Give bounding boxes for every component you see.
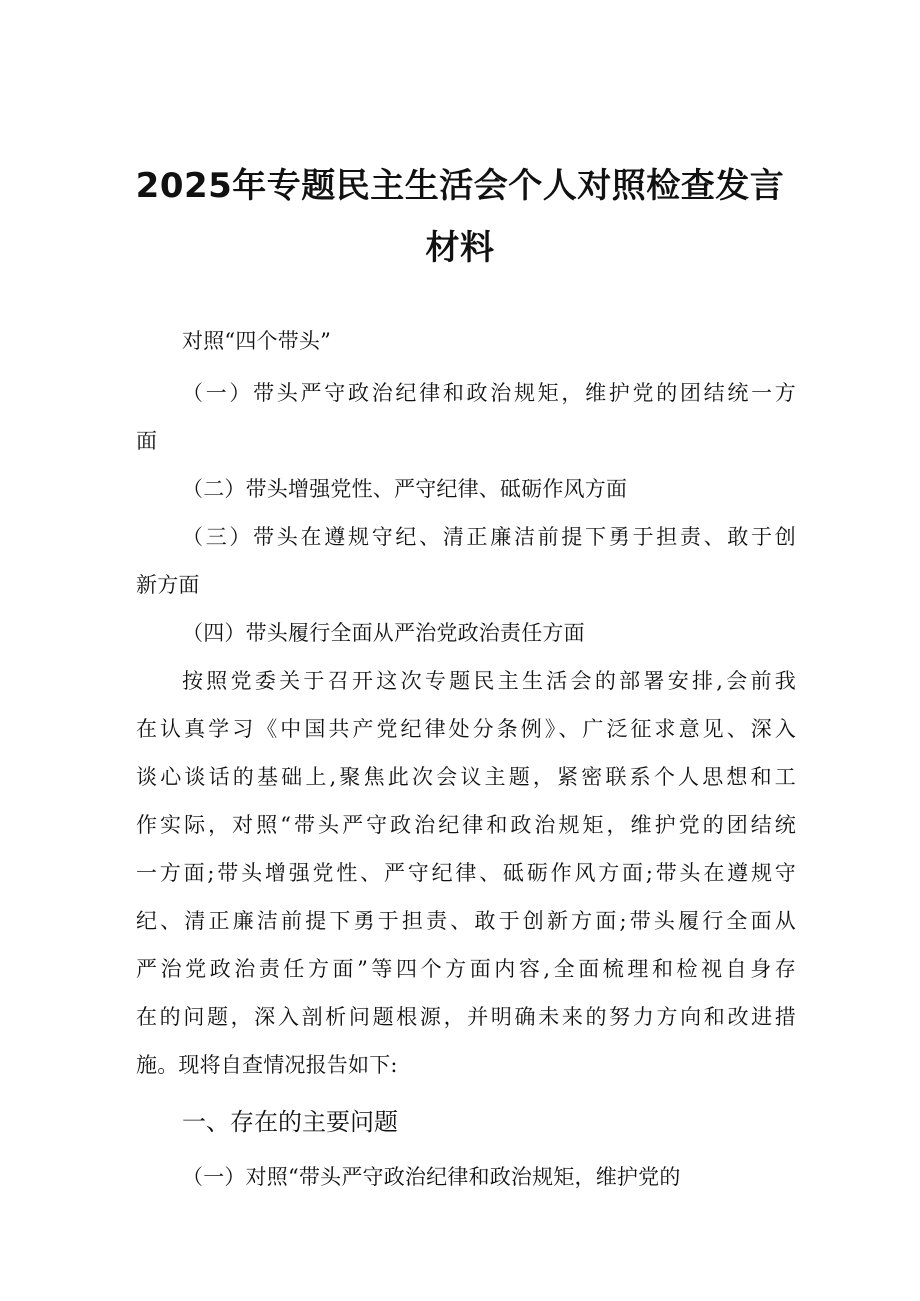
paragraph-line-2: 在认真学习《中国共产党纪律处分条例》、广泛征求意见、深入 — [136, 717, 796, 741]
paragraph-line-7: 严治党政治责任方面”等四个方面内容,全面梳理和检视自身存 — [136, 957, 796, 981]
paragraph-line-5: 一方面;带头增强党性、严守纪律、砥砺作风方面;带头在遵规守 — [136, 861, 796, 885]
item-1-line-2: 面 — [136, 429, 158, 453]
document-title-line-1: 2025年专题民主生活会个人对照检查发言 — [135, 166, 785, 206]
paragraph-line-4: 作实际，对照“带头严守政治纪律和政治规矩，维护党的团结统 — [136, 813, 796, 837]
paragraph-line-9: 施。现将自查情况报告如下: — [136, 1053, 398, 1077]
item-1-line-1: （一）带头严守政治纪律和政治规矩，维护党的团结统一方 — [182, 381, 796, 405]
section-1-item-1-line: （一）对照“带头严守政治纪律和政治规矩，维护党的 — [182, 1165, 681, 1189]
item-3-line-2: 新方面 — [136, 573, 200, 597]
paragraph-line-3: 谈心谈话的基础上,聚焦此次会议主题，紧密联系个人思想和工 — [136, 765, 796, 789]
paragraph-line-8: 在的问题，深入剖析问题根源，并明确未来的努力方向和改进措 — [136, 1005, 796, 1029]
item-2-line: （二）带头增强党性、严守纪律、砥砺作风方面 — [182, 477, 628, 501]
section-1-heading: 一、存在的主要问题 — [182, 1108, 398, 1136]
intro-line: 对照“四个带头” — [182, 329, 332, 353]
item-4-line: （四）带头履行全面从严治党政治责任方面 — [182, 621, 585, 645]
item-3-line-1: （三）带头在遵规守纪、清正廉洁前提下勇于担责、敢于创 — [182, 525, 796, 549]
paragraph-line-1: 按照党委关于召开这次专题民主生活会的部署安排,会前我 — [182, 669, 796, 693]
document-title-line-2: 材料 — [425, 228, 495, 268]
paragraph-line-6: 纪、清正廉洁前提下勇于担责、敢于创新方面;带头履行全面从 — [136, 909, 796, 933]
